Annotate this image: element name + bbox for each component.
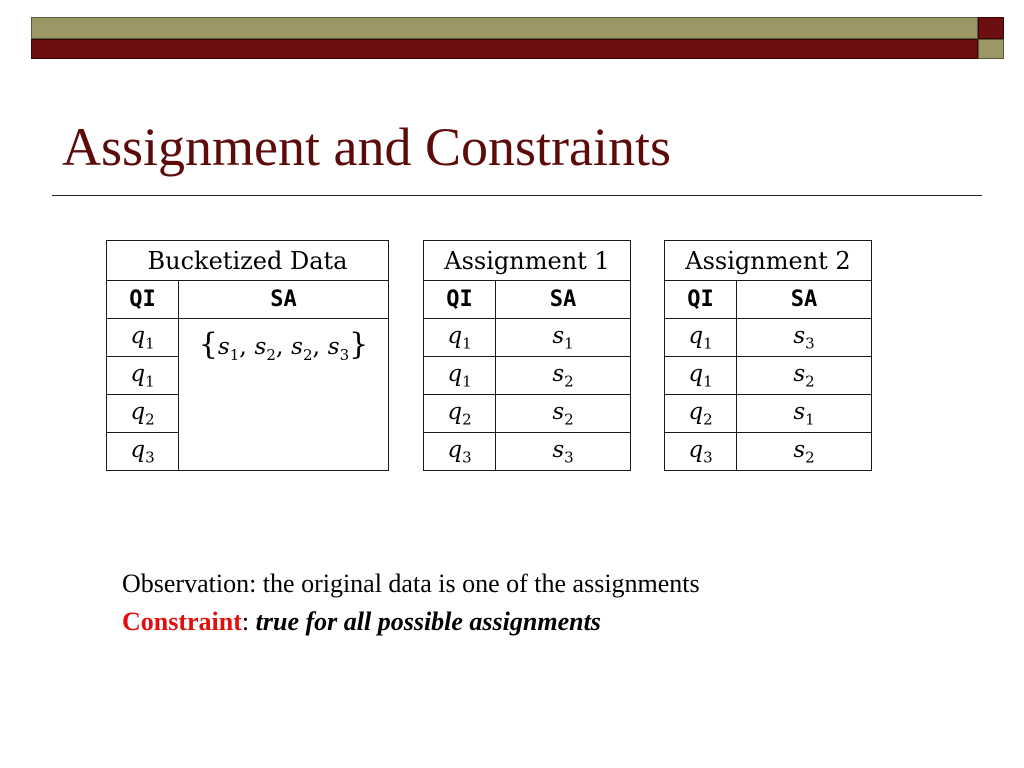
bucketized-data-table bbox=[106, 240, 389, 471]
qi-cell: $q_1$ bbox=[107, 357, 179, 395]
header-bar-maroon bbox=[31, 39, 978, 59]
table-row bbox=[424, 319, 631, 357]
sa-cell: $s_2$ bbox=[496, 395, 631, 433]
qi-cell: $q_2$ bbox=[665, 395, 737, 433]
qi-cell: $q_1$ bbox=[665, 357, 737, 395]
header-square-maroon bbox=[978, 17, 1004, 39]
sa-cell: $s_1$ bbox=[496, 319, 631, 357]
table-caption: Assignment 2 bbox=[665, 241, 872, 281]
sa-cell: $s_2$ bbox=[737, 357, 872, 395]
set-open-brace: { bbox=[198, 327, 218, 362]
qi-cell: $q_1$ bbox=[424, 357, 496, 395]
table-row bbox=[665, 319, 872, 357]
qi-cell: $q_3$ bbox=[424, 433, 496, 471]
qi-cell: $q_1$ bbox=[107, 319, 179, 357]
sa-cell: $s_1$ bbox=[737, 395, 872, 433]
table-caption: Bucketized Data bbox=[107, 241, 389, 281]
table-caption: Assignment 1 bbox=[424, 241, 631, 281]
header-square-olive bbox=[978, 39, 1004, 59]
sa-cell: $s_3$ bbox=[737, 319, 872, 357]
assignment-2-table bbox=[664, 240, 872, 471]
header-bar-olive bbox=[31, 17, 978, 39]
qi-cell: $q_2$ bbox=[424, 395, 496, 433]
slide-title: Assignment and Constraints bbox=[62, 117, 671, 177]
constraint-text: true for all possible assignments bbox=[255, 607, 601, 636]
qi-cell: $q_1$ bbox=[665, 319, 737, 357]
table-row bbox=[424, 357, 631, 395]
table-row bbox=[424, 433, 631, 471]
assignment-1-table bbox=[423, 240, 631, 471]
sa-cell: $s_2$ bbox=[496, 357, 631, 395]
sa-set-cell: {$s_1$, $s_2$, $s_2$, $s_3$} bbox=[179, 319, 389, 471]
qi-cell: $q_2$ bbox=[107, 395, 179, 433]
constraint-line: Constraint: true for all possible assignments bbox=[122, 607, 601, 636]
table-row bbox=[665, 357, 872, 395]
qi-cell: $q_3$ bbox=[665, 433, 737, 471]
constraint-label: Constraint bbox=[122, 607, 242, 636]
sa-cell: $s_3$ bbox=[496, 433, 631, 471]
qi-cell: $q_1$ bbox=[424, 319, 496, 357]
column-header-sa: SA bbox=[737, 281, 872, 319]
table-row bbox=[665, 395, 872, 433]
column-header-qi: QI bbox=[665, 281, 737, 319]
column-header-sa: SA bbox=[496, 281, 631, 319]
column-header-qi: QI bbox=[424, 281, 496, 319]
sa-cell: $s_2$ bbox=[737, 433, 872, 471]
set-close-brace: } bbox=[349, 327, 369, 362]
column-header-qi: QI bbox=[107, 281, 179, 319]
observation-text bbox=[122, 565, 700, 641]
table-row bbox=[424, 395, 631, 433]
qi-cell: $q_3$ bbox=[107, 433, 179, 471]
column-header-sa: SA bbox=[179, 281, 389, 319]
observation-line: Observation: the original data is one of the assignments bbox=[122, 569, 700, 598]
title-divider bbox=[52, 195, 982, 196]
table-row bbox=[665, 433, 872, 471]
